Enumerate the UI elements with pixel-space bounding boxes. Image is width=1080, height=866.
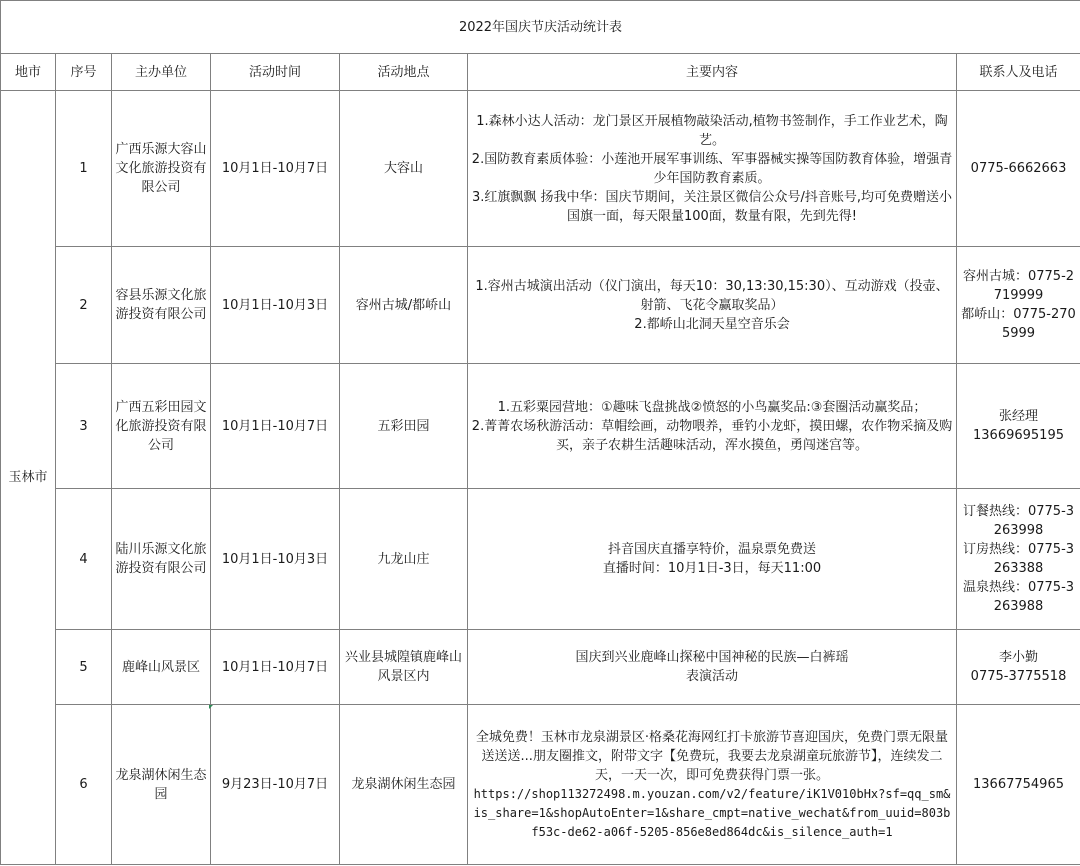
content-line: 全城免费！玉林市龙泉湖景区·格桑花海网红打卡旅游节喜迎国庆，免费门票无限量送送送...朋友圈推文，附带文字【免费玩，我要去龙泉湖童玩旅游节】，连续发二天，一天一次，即可免费获得门票一张。 xyxy=(475,729,949,783)
row-no[interactable]: 5 xyxy=(56,630,112,705)
content-line: 抖音国庆直播享特价，温泉票免费送 xyxy=(607,542,816,557)
header-time[interactable]: 活动时间 xyxy=(211,54,340,91)
contact-line: 13667754965 xyxy=(973,777,1064,792)
row-location[interactable]: 容州古城/都峤山 xyxy=(340,247,468,364)
content-line: 2.都峤山北洞天星空音乐会 xyxy=(634,316,790,332)
row-organizer[interactable]: 龙泉湖休闲生态园 xyxy=(112,705,211,865)
contact-line: 张经理 xyxy=(999,409,1039,424)
row-location[interactable]: 大容山 xyxy=(340,91,468,247)
content-line: 1.五彩粟园营地：①趣味飞盘挑战②愤怒的小鸟赢奖品:③套圈活动赢奖品； xyxy=(497,399,927,415)
header-no[interactable]: 序号 xyxy=(56,54,112,91)
header-content[interactable]: 主要内容 xyxy=(468,54,957,91)
row-content[interactable] xyxy=(468,489,957,630)
contact-line: 订餐热线：0775-3263998 xyxy=(962,504,1075,538)
row-location[interactable]: 九龙山庄 xyxy=(340,489,468,630)
row-contact[interactable] xyxy=(957,630,1080,705)
row-organizer[interactable]: 鹿峰山风景区 xyxy=(112,630,211,705)
content-line: 表演活动 xyxy=(685,669,738,684)
contact-line: 订房热线：0775-3263388 xyxy=(962,542,1075,576)
table-row xyxy=(1,489,1080,630)
row-no[interactable]: 1 xyxy=(56,91,112,247)
row-contact[interactable] xyxy=(957,705,1080,865)
contact-line: 李小勤 xyxy=(999,650,1039,665)
contact-line: 容州古城：0775-2719999 xyxy=(962,269,1075,303)
row-time[interactable]: 9月23日-10月7日 xyxy=(211,705,340,865)
contact-line: 都峤山：0775-2705999 xyxy=(961,307,1076,341)
content-line: 国庆到兴业鹿峰山探秘中国神秘的民族—白裤瑶 xyxy=(575,650,849,665)
table-row xyxy=(1,91,1080,247)
row-time[interactable]: 10月1日-10月3日 xyxy=(211,247,340,364)
row-no[interactable]: 6 xyxy=(56,705,112,865)
row-organizer[interactable]: 陆川乐源文化旅游投资有限公司 xyxy=(112,489,211,630)
header-row xyxy=(1,54,1080,91)
contact-line: 13669695195 xyxy=(973,428,1064,443)
content-line: 1.森林小达人活动：龙门景区开展植物敲染活动,植物书签制作，手工作业艺术，陶艺。 xyxy=(476,113,948,148)
row-location[interactable]: 五彩田园 xyxy=(340,364,468,489)
header-city[interactable]: 地市 xyxy=(1,54,56,91)
content-line: 2.国防教育素质体验：小莲池开展军事训练、军事器械实操等国防教育体验，增强青少年国防教育素质。 xyxy=(471,151,953,186)
header-organizer[interactable]: 主办单位 xyxy=(112,54,211,91)
row-content[interactable] xyxy=(468,247,957,364)
header-location[interactable]: 活动地点 xyxy=(340,54,468,91)
row-content[interactable] xyxy=(468,705,957,865)
row-time[interactable]: 10月1日-10月7日 xyxy=(211,91,340,247)
content-line: 3.红旗飘飘 扬我中华：国庆节期间，关注景区微信公众号/抖音账号,均可免费赠送小国旗一面，每天限量100面，数量有限，先到先得! xyxy=(471,189,953,224)
row-time[interactable]: 10月1日-10月3日 xyxy=(211,489,340,630)
table-row xyxy=(1,630,1080,705)
contact-line: 温泉热线：0775-3263988 xyxy=(962,580,1075,614)
table-row xyxy=(1,364,1080,489)
row-no[interactable]: 2 xyxy=(56,247,112,364)
row-contact[interactable] xyxy=(957,489,1080,630)
row-organizer[interactable]: 广西乐源大容山文化旅游投资有限公司 xyxy=(112,91,211,247)
row-contact[interactable] xyxy=(957,364,1080,489)
table-title: 2022年国庆节庆活动统计表 xyxy=(1,1,1080,54)
row-time[interactable]: 10月1日-10月7日 xyxy=(211,630,340,705)
content-line: 2.菁菁农场秋游活动：草帽绘画，动物喂养，垂钓小龙虾，摸田螺，农作物采摘及购买，亲子农耕生活趣味活动，浑水摸鱼，勇闯迷宫等。 xyxy=(471,418,953,453)
row-location[interactable]: 兴业县城隍镇鹿峰山风景区内 xyxy=(340,630,468,705)
row-organizer[interactable]: 容县乐源文化旅游投资有限公司 xyxy=(112,247,211,364)
contact-line: 0775-6662663 xyxy=(970,161,1067,176)
row-time[interactable]: 10月1日-10月7日 xyxy=(211,364,340,489)
table-row xyxy=(1,247,1080,364)
header-contact[interactable]: 联系人及电话 xyxy=(957,54,1080,91)
row-organizer[interactable]: 广西五彩田园文化旅游投资有限公司 xyxy=(112,364,211,489)
content-line: 直播时间：10月1日-3日，每天11:00 xyxy=(602,561,822,576)
city-cell[interactable]: 玉林市 xyxy=(1,91,56,865)
row-location[interactable]: 龙泉湖休闲生态园 xyxy=(340,705,468,865)
content-url: https://shop113272498.m.youzan.com/v2/feature/iK1V010bHx?sf=qq_sm&is_share=1&shopAutoEnter=1&share_cmpt=native_wechat&from_uuid=803bf53c-de62-a06f-5205-856e8ed864dc&is_silence_auth=1 xyxy=(473,786,951,839)
contact-line: 0775-3775518 xyxy=(970,669,1067,684)
row-content[interactable] xyxy=(468,364,957,489)
row-no[interactable]: 3 xyxy=(56,364,112,489)
table-row xyxy=(1,705,1080,865)
row-contact[interactable] xyxy=(957,247,1080,364)
cell-comment-marker xyxy=(209,705,213,709)
row-content[interactable] xyxy=(468,91,957,247)
row-content[interactable] xyxy=(468,630,957,705)
row-no[interactable]: 4 xyxy=(56,489,112,630)
row-contact[interactable] xyxy=(957,91,1080,247)
content-line: 1.容州古城演出活动（仪门演出，每天10：30,13:30,15:30）、互动游戏（投壶、射箭、飞花令赢取奖品） xyxy=(475,278,949,313)
